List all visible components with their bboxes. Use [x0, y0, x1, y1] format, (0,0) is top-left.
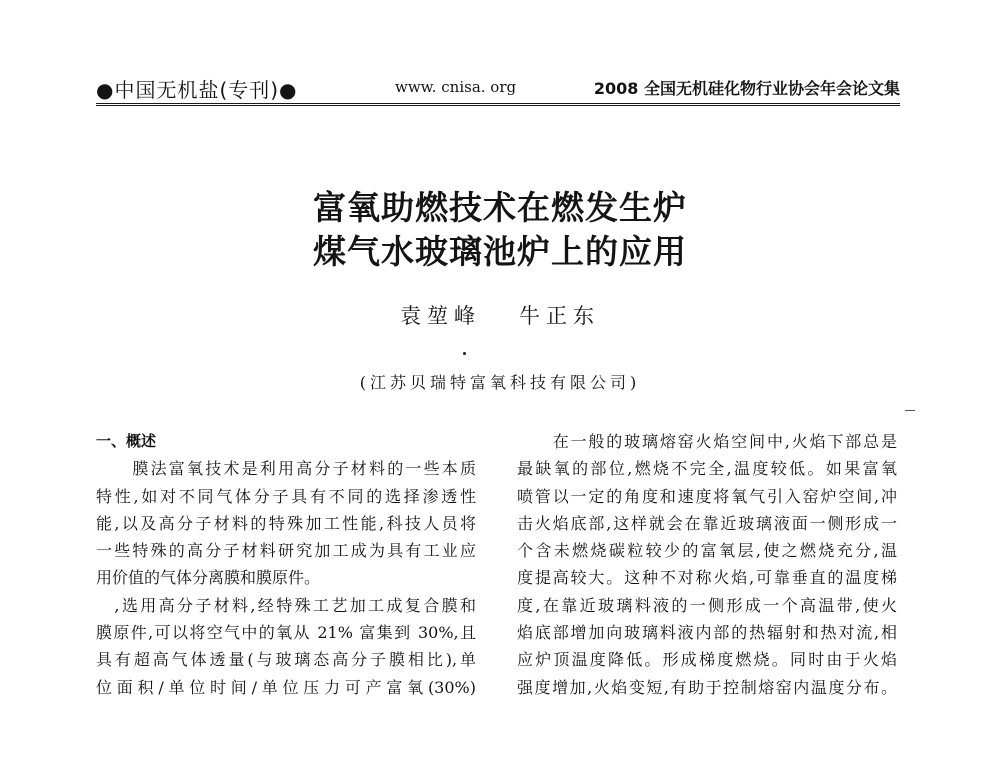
- title-line-1: 富氧助燃技术在燃发生炉: [313, 188, 687, 227]
- text-line: 个含未燃烧碳粒较少的富氧层,使之燃烧充分,温: [517, 541, 897, 561]
- conference-name: 2008 全国无机硅化物行业协会年会论文集: [593, 79, 900, 98]
- body-column-right: [517, 428, 897, 701]
- text-line: 最缺氧的部位,燃烧不完全,温度较低。如果富氧: [517, 459, 897, 479]
- text-line: 强度增加,火焰变短,有助于控制熔窑内温度分布。: [517, 677, 897, 697]
- section-heading: 一、概述: [96, 432, 157, 450]
- text-line: 一些特殊的高分子材料研究加工成为具有工业应: [96, 541, 476, 561]
- text-line: 度,在靠近玻璃料液的一侧形成一个高温带,使火: [517, 595, 897, 615]
- title-line-2: 煤气水玻璃池炉上的应用: [313, 232, 687, 271]
- scan-speck: [905, 410, 915, 411]
- affiliation: (江苏贝瑞特富氧科技有限公司): [359, 373, 641, 392]
- website-url: www. cnisa. org: [395, 78, 517, 96]
- text-line: 用价值的气体分离膜和膜原件。: [96, 568, 321, 588]
- text-line: 应炉顶温度降低。形成梯度燃烧。同时由于火焰: [517, 650, 897, 670]
- text-line: ,选用高分子材料,经特殊工艺加工成复合膜和: [96, 595, 476, 615]
- text-line: 喷管以一定的角度和速度将氧气引入窑炉空间,冲: [517, 486, 897, 506]
- stray-dot: [463, 352, 466, 355]
- journal-name: ●中国无机盐(专刊)●: [96, 78, 298, 102]
- text-line: 击火焰底部,这样就会在靠近玻璃液面一侧形成一: [517, 513, 897, 533]
- text-line: 位面积/单位时间/单位压力可产富氧(30%): [96, 677, 476, 697]
- body-column-left: [96, 428, 476, 701]
- text-line: 在一般的玻璃熔窑火焰空间中,火焰下部总是: [517, 432, 897, 451]
- text-line: 度提高较大。这种不对称火焰,可靠垂直的温度梯: [517, 568, 897, 588]
- text-line: 焰底部增加向玻璃料液内部的热辐射和热对流,相: [517, 623, 897, 643]
- authors: 袁堃峰 牛正东: [399, 304, 601, 328]
- text-line: 特性,如对不同气体分子具有不同的选择渗透性: [96, 486, 476, 506]
- text-line: 具有超高气体透量(与玻璃态高分子膜相比),单: [96, 650, 476, 670]
- text-line: 膜法富氧技术是利用高分子材料的一些本质: [96, 459, 476, 479]
- running-header: [96, 72, 900, 102]
- header-rule: [96, 103, 900, 106]
- text-line: 膜原件,可以将空气中的氧从 21% 富集到 30%,且: [96, 623, 476, 643]
- text-line: 能,以及高分子材料的特殊加工性能,科技人员将: [96, 513, 476, 533]
